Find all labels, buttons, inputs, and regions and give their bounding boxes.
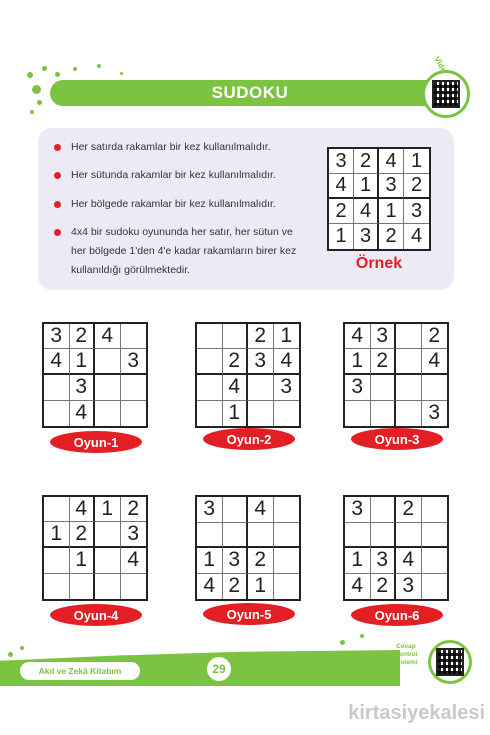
grid-cell[interactable]: 2 [248, 548, 274, 574]
decor-dot [42, 66, 47, 71]
sudoku-grid-1 [42, 322, 148, 428]
grid-cell[interactable] [422, 375, 448, 400]
grid-cell[interactable]: 1 [345, 548, 371, 574]
grid-cell[interactable]: 4 [197, 574, 223, 600]
decor-dot [73, 67, 77, 71]
grid-cell[interactable] [248, 401, 274, 426]
grid-cell[interactable]: 2 [422, 324, 448, 349]
watermark: kirtasiyekalesi [348, 702, 485, 724]
grid-cell[interactable]: 3 [197, 497, 223, 523]
grid-cell[interactable]: 3 [371, 548, 397, 574]
decor-dot [20, 646, 24, 650]
grid-cell[interactable] [44, 574, 70, 599]
grid-cell[interactable]: 4 [70, 497, 96, 522]
grid-cell: 1 [329, 224, 354, 249]
grid-cell[interactable] [274, 574, 300, 600]
grid-cell[interactable]: 3 [70, 375, 96, 400]
grid-cell[interactable] [422, 548, 448, 574]
grid-cell[interactable] [223, 523, 249, 549]
page-number: 29 [205, 655, 233, 683]
grid-cell[interactable] [44, 375, 70, 400]
grid-cell[interactable] [248, 523, 274, 549]
game-label-5: Oyun-5 [203, 603, 295, 625]
grid-cell[interactable]: 1 [223, 401, 249, 426]
grid-cell[interactable]: 2 [70, 522, 96, 548]
qr-code-icon [436, 648, 464, 676]
grid-cell[interactable] [121, 375, 147, 400]
grid-cell[interactable]: 1 [44, 522, 70, 548]
bullet-icon [54, 229, 61, 236]
sudoku-grid-4 [42, 495, 148, 601]
decor-dot [97, 64, 101, 68]
grid-cell: 4 [329, 174, 354, 199]
grid-cell[interactable] [95, 375, 121, 400]
grid-cell[interactable]: 4 [121, 548, 147, 573]
grid-cell: 4 [354, 199, 379, 224]
bullet-icon [54, 144, 61, 151]
grid-cell[interactable] [197, 401, 223, 426]
grid-cell[interactable] [95, 349, 121, 375]
title-bar [50, 80, 450, 106]
qr-code-icon [432, 80, 460, 108]
grid-cell[interactable] [396, 324, 422, 349]
grid-cell: 4 [379, 149, 404, 174]
grid-cell[interactable] [422, 574, 448, 600]
bullet-icon [54, 172, 61, 179]
grid-cell: 4 [410, 225, 423, 247]
grid-cell[interactable] [121, 324, 147, 349]
grid-cell[interactable] [248, 375, 274, 400]
grid-cell[interactable]: 3 [345, 497, 371, 523]
example-sudoku-grid [327, 147, 431, 251]
grid-cell[interactable] [422, 497, 448, 523]
decor-dot [32, 85, 41, 94]
grid-cell[interactable] [274, 401, 300, 426]
game-label-3: Oyun-3 [351, 428, 443, 450]
grid-cell[interactable]: 3 [396, 574, 422, 600]
grid-cell: 3 [329, 149, 354, 174]
game-label-2: Oyun-2 [203, 428, 295, 450]
sudoku-grid-2 [195, 322, 301, 428]
example-label: Örnek [355, 255, 403, 272]
grid-cell[interactable] [274, 523, 300, 549]
grid-cell[interactable]: 3 [223, 548, 249, 574]
grid-cell[interactable] [345, 401, 371, 426]
grid-cell[interactable]: 4 [223, 375, 249, 400]
grid-cell[interactable] [422, 523, 448, 549]
grid-cell[interactable]: 4 [422, 349, 448, 375]
grid-cell[interactable]: 1 [274, 324, 300, 349]
grid-cell[interactable] [95, 401, 121, 426]
grid-cell[interactable]: 1 [345, 349, 371, 375]
grid-cell: 1 [354, 174, 379, 199]
grid-cell[interactable]: 2 [248, 324, 274, 349]
answer-check-label: Cevap Kontrol Sistemi [394, 643, 418, 666]
sudoku-grid-3 [343, 322, 449, 428]
grid-cell[interactable] [70, 574, 96, 599]
grid-cell[interactable] [197, 349, 223, 375]
grid-cell[interactable] [44, 497, 70, 522]
grid-cell[interactable] [396, 401, 422, 426]
grid-cell[interactable]: 3 [428, 401, 441, 425]
decor-dot [27, 72, 33, 78]
grid-cell[interactable] [371, 523, 397, 549]
grid-cell[interactable] [95, 522, 121, 548]
grid-cell[interactable]: 3 [371, 324, 397, 349]
grid-cell[interactable]: 3 [345, 375, 371, 400]
grid-cell[interactable]: 4 [95, 324, 121, 349]
grid-cell[interactable] [274, 497, 300, 523]
grid-cell[interactable] [371, 401, 397, 426]
grid-cell[interactable]: 2 [223, 349, 249, 375]
game-label-1: Oyun-1 [50, 431, 142, 453]
grid-cell[interactable]: 2 [223, 574, 249, 600]
bullet-icon [54, 201, 61, 208]
grid-cell[interactable] [197, 324, 223, 349]
sudoku-grid-6 [343, 495, 449, 601]
decor-dot [37, 100, 42, 105]
grid-cell[interactable] [345, 523, 371, 549]
video-qr-code[interactable] [422, 70, 470, 118]
grid-cell[interactable]: 4 [248, 497, 274, 523]
grid-cell[interactable] [274, 548, 300, 574]
grid-cell[interactable]: 3 [248, 349, 274, 375]
grid-cell[interactable]: 2 [121, 497, 147, 522]
book-title: Akıl ve Zekâ Kitabım [20, 662, 140, 680]
grid-cell[interactable]: 4 [345, 574, 371, 600]
answer-qr-code[interactable] [428, 640, 472, 684]
grid-cell[interactable]: 1 [70, 548, 96, 573]
game-label-4: Oyun-4 [50, 604, 142, 626]
grid-cell[interactable] [44, 548, 70, 573]
rule-item: Her bölgede rakamlar bir kez kullanılmalıdır. [54, 195, 309, 214]
grid-cell[interactable]: 1 [70, 349, 96, 375]
grid-cell[interactable]: 3 [121, 349, 147, 375]
decor-dot [8, 652, 13, 657]
grid-cell[interactable]: 3 [121, 522, 147, 548]
video-solution-label: Video [432, 55, 451, 79]
grid-cell[interactable]: 4 [44, 349, 70, 375]
grid-cell[interactable]: 3 [274, 375, 300, 400]
grid-cell: 2 [379, 224, 404, 249]
game-label-6: Oyun-6 [351, 604, 443, 626]
grid-cell[interactable]: 4 [345, 324, 371, 349]
decor-dot [120, 72, 123, 75]
grid-cell: 3 [404, 199, 429, 224]
grid-cell[interactable] [95, 574, 121, 599]
grid-cell[interactable] [44, 401, 70, 426]
grid-cell: 2 [354, 149, 379, 174]
grid-cell[interactable] [121, 401, 147, 426]
grid-cell[interactable]: 4 [70, 401, 96, 426]
grid-cell[interactable] [223, 324, 249, 349]
grid-cell[interactable] [396, 349, 422, 375]
grid-cell[interactable] [396, 523, 422, 549]
grid-cell[interactable]: 4 [274, 349, 300, 375]
grid-cell: 3 [354, 224, 379, 249]
grid-cell: 2 [329, 199, 354, 224]
rule-item: 4x4 bir sudoku oyununda her satır, her sütun ve her bölgede 1'den 4'e kadar rakamların birer kez kullanıldığı görülmektedir. [54, 223, 309, 280]
grid-cell[interactable] [396, 375, 422, 400]
grid-cell[interactable]: 2 [70, 324, 96, 349]
grid-cell[interactable] [223, 497, 249, 523]
rule-item: Her sütunda rakamlar bir kez kullanılmalıdır. [54, 166, 309, 185]
grid-cell: 3 [379, 174, 404, 199]
decor-dot [55, 72, 60, 77]
page-title: SUDOKU [211, 83, 289, 102]
grid-cell: 1 [379, 199, 404, 224]
decor-dot [360, 634, 364, 638]
sudoku-grid-5 [195, 495, 301, 601]
grid-cell[interactable] [371, 497, 397, 523]
decor-dot [340, 640, 345, 645]
grid-cell[interactable]: 3 [44, 324, 70, 349]
grid-cell[interactable] [95, 548, 121, 573]
grid-cell[interactable] [121, 574, 147, 599]
grid-cell: 1 [404, 149, 429, 174]
decor-dot [30, 110, 34, 114]
grid-cell[interactable] [197, 523, 223, 549]
grid-cell: 2 [404, 174, 429, 199]
grid-cell[interactable]: 1 [248, 574, 274, 600]
grid-cell[interactable]: 2 [371, 349, 397, 375]
grid-cell[interactable]: 2 [396, 497, 422, 523]
grid-cell[interactable]: 1 [95, 497, 121, 522]
grid-cell[interactable] [197, 375, 223, 400]
grid-cell[interactable] [371, 375, 397, 400]
grid-cell[interactable]: 4 [396, 548, 422, 574]
grid-cell[interactable]: 1 [197, 548, 223, 574]
rule-item: Her satırda rakamlar bir kez kullanılmalıdır. [54, 138, 309, 157]
grid-cell[interactable]: 2 [371, 574, 397, 600]
